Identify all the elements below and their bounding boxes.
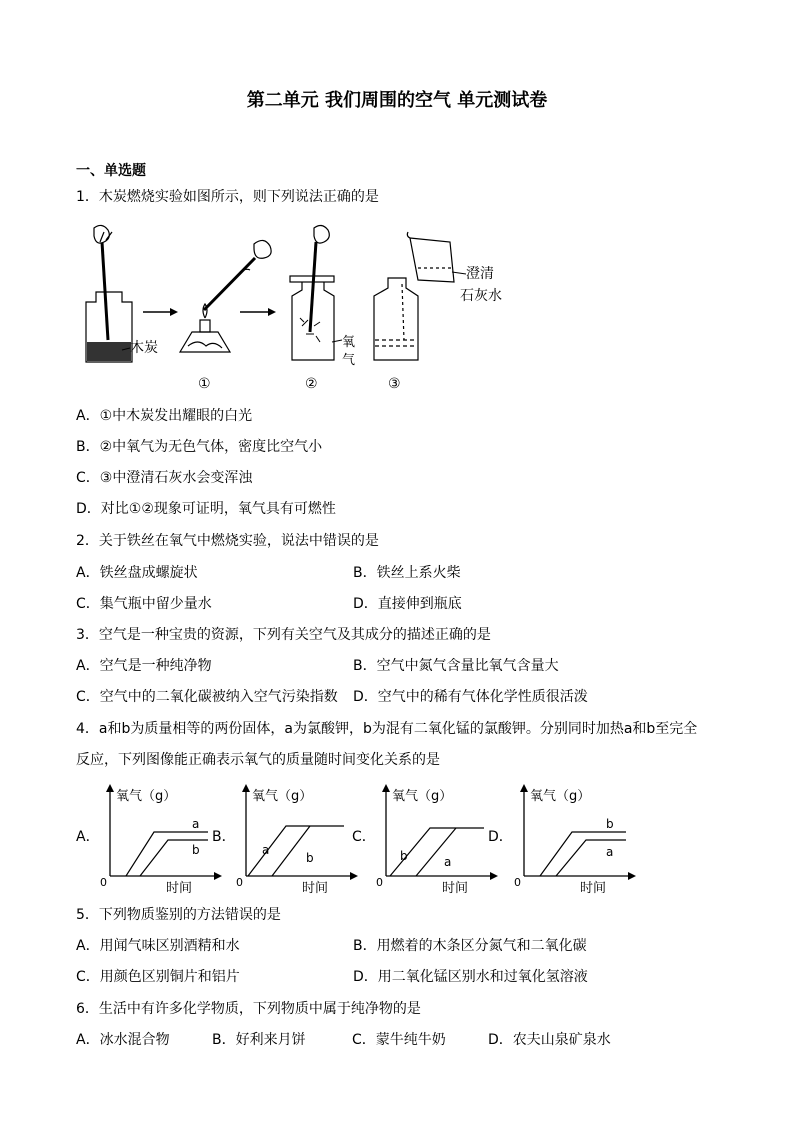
label-limewater-1: 澄清: [466, 266, 494, 282]
step-label-2: ②: [305, 376, 318, 392]
q1-option-c: C．③中澄清石灰水会变浑浊: [76, 470, 253, 486]
q1-option-d: D．对比①②现象可证明，氧气具有可燃性: [76, 501, 336, 517]
q4-graph-d: [510, 782, 640, 898]
q2-option-b: B．铁丝上系火柴: [353, 565, 461, 581]
q1-figure: [70, 222, 520, 394]
graph-b-series-b: b: [306, 851, 314, 865]
q4-option-b-letter: B．: [212, 829, 236, 845]
q6-stem: 6．生活中有许多化学物质，下列物质中属于纯净物的是: [76, 1001, 421, 1017]
q2-stem: 2．关于铁丝在氧气中燃烧实验，说法中错误的是: [76, 533, 379, 549]
q6-option-d: D．农夫山泉矿泉水: [488, 1032, 611, 1048]
label-limewater-2: 石灰水: [460, 288, 502, 304]
q1-option-a: A．①中木炭发出耀眼的白光: [76, 408, 253, 424]
q4-stem-line2: 反应，下列图像能正确表示氧气的质量随时间变化关系的是: [76, 752, 440, 768]
step-label-3: ③: [388, 376, 401, 392]
q1-option-b: B．②中氧气为无色气体，密度比空气小: [76, 439, 323, 455]
q3-option-c: C．空气中的二氧化碳被纳入空气污染指数: [76, 689, 338, 705]
graph-a-ylabel: 氧气（g）: [116, 789, 177, 804]
q6-option-c: C．蒙牛纯牛奶: [352, 1032, 446, 1048]
q5-option-c: C．用颜色区别铜片和铝片: [76, 969, 240, 985]
graph-d-origin: 0: [514, 876, 521, 889]
graph-d-ylabel: 氧气（g）: [530, 789, 591, 804]
q4-stem-line1: 4．a和b为质量相等的两份固体，a为氯酸钾，b为混有二氧化锰的氯酸钾。分别同时加热a和b至完全: [76, 721, 698, 737]
q3-option-a: A．空气是一种纯净物: [76, 658, 212, 674]
q2-option-d: D．直接伸到瓶底: [353, 596, 462, 612]
label-charcoal: 木炭: [130, 340, 158, 356]
q6-option-a: A．冰水混合物: [76, 1032, 170, 1048]
q1-stem: 1．木炭燃烧实验如图所示，则下列说法正确的是: [76, 189, 379, 205]
graph-d-series-b: b: [606, 817, 614, 831]
q6-option-b: B．好利来月饼: [212, 1032, 306, 1048]
charcoal-bottle-illustration: [86, 225, 132, 362]
oxygen-bottle-illustration: [290, 225, 334, 360]
graph-c-xlabel: 时间: [442, 881, 469, 896]
q4-graph-c: [372, 782, 502, 898]
graph-b-origin: 0: [236, 876, 243, 889]
graph-c-ylabel: 氧气（g）: [392, 789, 453, 804]
section-heading: 一、单选题: [76, 163, 146, 179]
q5-option-b: B．用燃着的木条区分氮气和二氧化碳: [353, 938, 587, 954]
step-label-1: ①: [198, 376, 211, 392]
q3-stem: 3．空气是一种宝贵的资源，下列有关空气及其成分的描述正确的是: [76, 627, 491, 643]
q4-graph-b: [232, 782, 362, 898]
alcohol-lamp-illustration: [180, 240, 271, 352]
graph-b-ylabel: 氧气（g）: [252, 789, 313, 804]
q2-option-a: A．铁丝盘成螺旋状: [76, 565, 198, 581]
graph-b-xlabel: 时间: [302, 881, 329, 896]
arrow-1: [143, 308, 178, 316]
graph-d-series-a: a: [606, 845, 614, 859]
graph-d-xlabel: 时间: [580, 881, 607, 896]
graph-c-series-b: b: [400, 849, 408, 863]
q5-stem: 5．下列物质鉴别的方法错误的是: [76, 907, 281, 923]
q4-option-c-letter: C．: [352, 829, 376, 845]
graph-a-xlabel: 时间: [166, 881, 193, 896]
graph-c-series-a: a: [444, 855, 452, 869]
graph-b-series-a: a: [262, 843, 270, 857]
q4-graph-a: [96, 782, 226, 898]
limewater-bottle-illustration: [374, 232, 454, 360]
q4-option-a-letter: A．: [76, 829, 100, 845]
q3-option-b: B．空气中氮气含量比氧气含量大: [353, 658, 559, 674]
label-oxygen-2: 气: [342, 353, 356, 368]
q5-option-a: A．用闻气味区别酒精和水: [76, 938, 240, 954]
q4-option-d-letter: D．: [488, 829, 513, 845]
q3-option-d: D．空气中的稀有气体化学性质很活泼: [353, 689, 588, 705]
graph-a-series-a: a: [192, 817, 200, 831]
graph-a-series-b: b: [192, 843, 200, 857]
graph-a-origin: 0: [100, 876, 107, 889]
label-oxygen-1: 氧: [342, 335, 356, 350]
q5-option-d: D．用二氧化锰区别水和过氧化氢溶液: [353, 969, 588, 985]
arrow-2: [240, 308, 276, 316]
page-title: 第二单元 我们周围的空气 单元测试卷: [246, 90, 548, 111]
graph-c-origin: 0: [376, 876, 383, 889]
q2-option-c: C．集气瓶中留少量水: [76, 596, 212, 612]
